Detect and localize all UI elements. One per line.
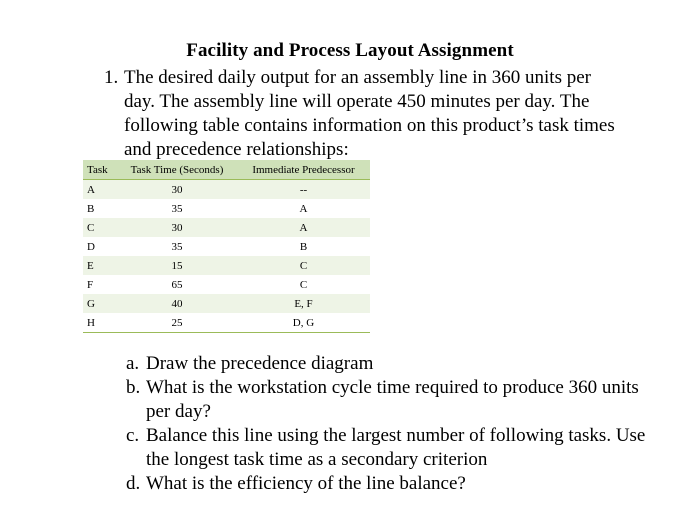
- task-table: [83, 160, 370, 333]
- cell-time: 40: [117, 294, 237, 313]
- cell-time: 15: [117, 256, 237, 275]
- table-row: [83, 294, 370, 313]
- subquestion-a: [126, 352, 646, 376]
- table-header-row: [83, 160, 370, 180]
- question-1: [104, 66, 624, 162]
- subquestion-label: a.: [126, 353, 140, 374]
- cell-task: G: [83, 294, 117, 313]
- cell-predecessor: C: [299, 278, 308, 291]
- question-1-number: 1.: [104, 67, 119, 88]
- cell-time: 65: [171, 278, 183, 291]
- cell-task: E: [83, 256, 117, 275]
- table-row: [83, 256, 370, 275]
- cell-time: 35: [171, 202, 183, 215]
- cell-task: B: [87, 202, 95, 215]
- cell-predecessor: A: [237, 218, 370, 237]
- header-immediate-predecessor: Immediate Predecessor: [237, 160, 370, 180]
- cell-predecessor: C: [237, 256, 370, 275]
- cell-task: D: [87, 240, 95, 253]
- table-row: [83, 180, 370, 200]
- table-row: [83, 199, 370, 218]
- cell-time: 30: [117, 180, 237, 200]
- subquestion-b: [126, 376, 646, 424]
- cell-task: A: [83, 180, 117, 200]
- subquestions-list: [126, 352, 646, 496]
- question-1-text: The desired daily output for an assembly line in 360 units per day. The assembly line will operate 450 minutes per day. The following table contains information on this product’s task times and precedence relationships:: [124, 67, 615, 160]
- subquestion-text: Draw the precedence diagram: [146, 353, 374, 374]
- cell-time: 35: [171, 240, 183, 253]
- cell-predecessor: D, G: [237, 313, 370, 333]
- page-title: Facility and Process Layout Assignment: [186, 40, 514, 61]
- cell-predecessor: --: [237, 180, 370, 200]
- cell-predecessor: B: [299, 240, 308, 253]
- header-task: Task: [83, 160, 117, 180]
- subquestion-label: d.: [126, 473, 141, 494]
- subquestion-label: b.: [126, 377, 141, 398]
- cell-predecessor: E, F: [237, 294, 370, 313]
- table-row: [83, 218, 370, 237]
- cell-task: F: [87, 278, 94, 291]
- cell-task: H: [83, 313, 117, 333]
- subquestion-text: What is the workstation cycle time required to produce 360 units per day?: [146, 377, 639, 422]
- table-row: [83, 313, 370, 333]
- cell-task: C: [83, 218, 117, 237]
- subquestion-text: What is the efficiency of the line balance?: [146, 473, 466, 494]
- subquestion-label: c.: [126, 425, 140, 446]
- table-row: [83, 275, 370, 294]
- cell-time: 30: [117, 218, 237, 237]
- subquestion-text: Balance this line using the largest number of following tasks. Use the longest task time as a secondary criterion: [146, 425, 646, 470]
- table-row: [83, 237, 370, 256]
- cell-predecessor: A: [299, 202, 308, 215]
- subquestion-c: [126, 424, 646, 472]
- subquestion-d: [126, 472, 646, 496]
- header-task-time: Task Time (Seconds): [117, 160, 237, 180]
- cell-time: 25: [117, 313, 237, 333]
